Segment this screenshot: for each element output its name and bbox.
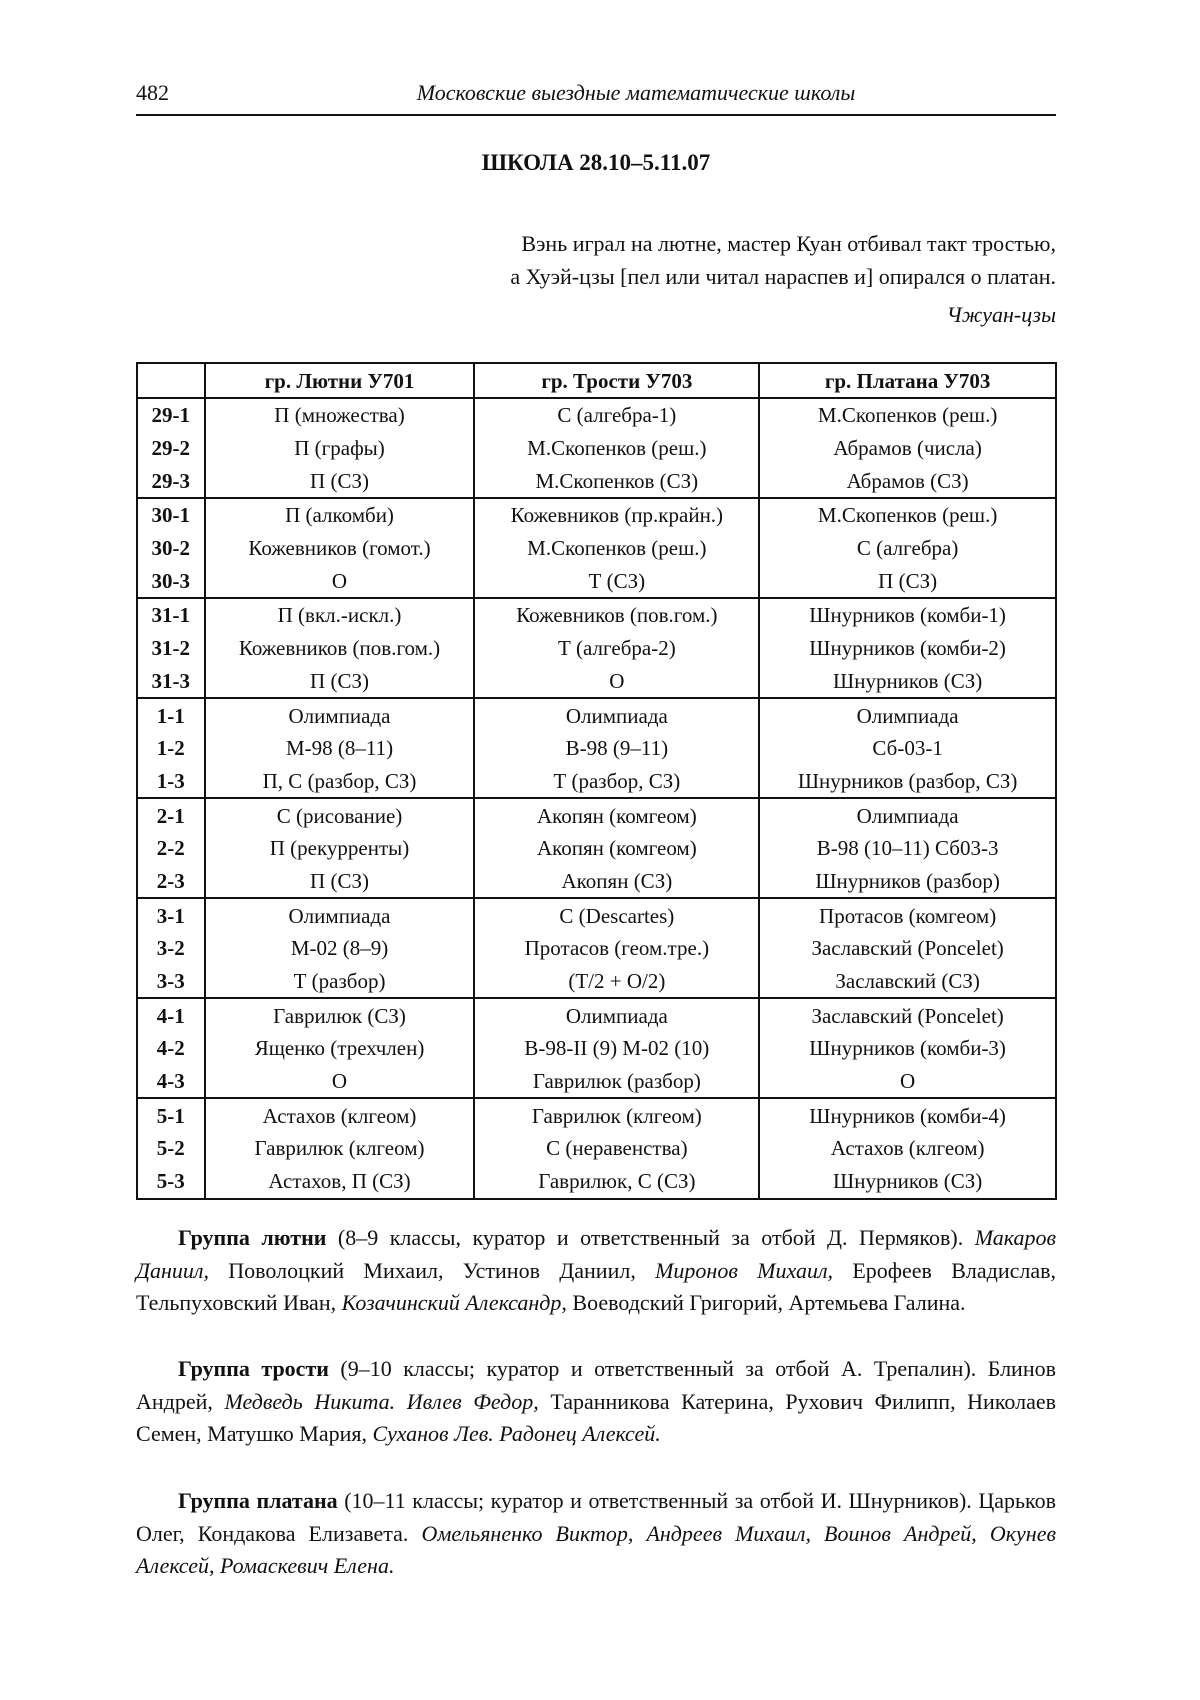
lesson-cell: С (рисование) xyxy=(205,798,475,832)
lesson-cell: О xyxy=(205,564,475,598)
lesson-cell: В-98 (9–11) xyxy=(474,732,759,765)
lesson-cell: О xyxy=(759,1065,1056,1099)
slot-label: 2-1 xyxy=(137,798,205,832)
table-row xyxy=(137,632,1056,665)
lesson-cell: О xyxy=(474,665,759,699)
table-row xyxy=(137,532,1056,565)
lesson-cell: Акопян (комгеом) xyxy=(474,832,759,865)
table-row xyxy=(137,1065,1056,1099)
lesson-cell: П (вкл.-искл.) xyxy=(205,598,475,632)
header-cell: гр. Трости У703 xyxy=(474,363,759,398)
table-row xyxy=(137,432,1056,465)
lesson-cell: Кожевников (пов.гом.) xyxy=(205,632,475,665)
paragraph-text: (9–10 классы; куратор и ответственный за отбой А. Трепалин). Блинов Андрей, xyxy=(136,1356,1056,1414)
slot-label: 2-2 xyxy=(137,832,205,865)
group-paragraph-plane xyxy=(136,1485,1056,1583)
slot-label: 5-1 xyxy=(137,1098,205,1132)
lesson-cell: Шнурников (СЗ) xyxy=(759,1165,1056,1199)
epigraph-line: Вэнь играл на лютне, мастер Куан отбивал такт тростью, xyxy=(521,231,1056,257)
running-title: Московские выездные математические школы xyxy=(136,80,1056,106)
lesson-cell: П (алкомби) xyxy=(205,498,475,532)
lesson-cell: П (рекурренты) xyxy=(205,832,475,865)
lesson-cell: М.Скопенков (СЗ) xyxy=(474,464,759,498)
lesson-cell: Т (разбор, СЗ) xyxy=(474,765,759,799)
lesson-cell: Т (разбор) xyxy=(205,965,475,999)
lesson-cell: М.Скопенков (реш.) xyxy=(474,532,759,565)
lesson-cell: П (СЗ) xyxy=(205,865,475,899)
lesson-cell: Олимпиада xyxy=(759,698,1056,732)
group-name: Группа трости xyxy=(178,1356,329,1381)
table-row xyxy=(137,798,1056,832)
group-paragraph-lute xyxy=(136,1222,1056,1320)
lesson-cell: Акопян (комгеом) xyxy=(474,798,759,832)
lesson-cell: Астахов (клгеом) xyxy=(205,1098,475,1132)
slot-label: 31-3 xyxy=(137,665,205,699)
lesson-cell: Кожевников (гомот.) xyxy=(205,532,475,565)
table-row xyxy=(137,998,1056,1032)
lesson-cell: Гаврилюк, С (СЗ) xyxy=(474,1165,759,1199)
slot-label: 1-2 xyxy=(137,732,205,765)
lesson-cell: Олимпиада xyxy=(759,798,1056,832)
table-row xyxy=(137,932,1056,965)
slot-label: 5-3 xyxy=(137,1165,205,1199)
running-header xyxy=(136,80,1056,116)
lesson-cell: Гаврилюк (клгеом) xyxy=(205,1132,475,1165)
slot-label: 5-2 xyxy=(137,1132,205,1165)
lesson-cell: П, С (разбор, СЗ) xyxy=(205,765,475,799)
lesson-cell: М-02 (8–9) xyxy=(205,932,475,965)
lesson-cell: С (алгебра-1) xyxy=(474,398,759,432)
slot-label: 30-1 xyxy=(137,498,205,532)
lesson-cell: Заславский (Poncelet) xyxy=(759,932,1056,965)
lesson-cell: С (Descartes) xyxy=(474,898,759,932)
lesson-cell: Гаврилюк (разбор) xyxy=(474,1065,759,1099)
epigraph-attribution: Чжуан-цзы xyxy=(947,302,1056,328)
lesson-cell: Гаврилюк (СЗ) xyxy=(205,998,475,1032)
slot-label: 1-1 xyxy=(137,698,205,732)
lesson-cell: Шнурников (комби-3) xyxy=(759,1032,1056,1065)
lesson-cell: Кожевников (пов.гом.) xyxy=(474,598,759,632)
table-row xyxy=(137,865,1056,899)
slot-label: 2-3 xyxy=(137,865,205,899)
table-row xyxy=(137,832,1056,865)
lesson-cell: Ященко (трехчлен) xyxy=(205,1032,475,1065)
lesson-cell: Т (алгебра-2) xyxy=(474,632,759,665)
paragraph-text: Поволоцкий Михаил, Устинов Даниил, xyxy=(209,1258,655,1283)
lesson-cell: Сб-03-1 xyxy=(759,732,1056,765)
lesson-cell: Олимпиада xyxy=(205,698,475,732)
table-row xyxy=(137,1098,1056,1132)
lesson-cell: С (неравенства) xyxy=(474,1132,759,1165)
slot-label: 30-3 xyxy=(137,564,205,598)
table-row xyxy=(137,398,1056,432)
italic-names: Медведь Никита. Ивлев Федор, xyxy=(224,1389,538,1414)
lesson-cell: Кожевников (пр.крайн.) xyxy=(474,498,759,532)
slot-label: 31-1 xyxy=(137,598,205,632)
table-row xyxy=(137,698,1056,732)
lesson-cell: П (СЗ) xyxy=(205,464,475,498)
lesson-cell: Астахов, П (СЗ) xyxy=(205,1165,475,1199)
table-row xyxy=(137,732,1056,765)
table-row xyxy=(137,564,1056,598)
slot-label: 4-1 xyxy=(137,998,205,1032)
lesson-cell: М.Скопенков (реш.) xyxy=(759,498,1056,532)
lesson-cell: Акопян (СЗ) xyxy=(474,865,759,899)
table-body xyxy=(137,398,1056,1199)
lesson-cell: М.Скопенков (реш.) xyxy=(474,432,759,465)
lesson-cell: П (СЗ) xyxy=(759,564,1056,598)
table-row xyxy=(137,1132,1056,1165)
slot-label: 4-2 xyxy=(137,1032,205,1065)
lesson-cell: Шнурников (комби-1) xyxy=(759,598,1056,632)
slot-label: 1-3 xyxy=(137,765,205,799)
lesson-cell: О xyxy=(205,1065,475,1099)
lesson-cell: Протасов (геом.тре.) xyxy=(474,932,759,965)
header-cell: гр. Платана У703 xyxy=(759,363,1056,398)
lesson-cell: Шнурников (разбор, СЗ) xyxy=(759,765,1056,799)
table-row xyxy=(137,665,1056,699)
slot-label: 30-2 xyxy=(137,532,205,565)
lesson-cell: Олимпиада xyxy=(474,698,759,732)
slot-label: 3-1 xyxy=(137,898,205,932)
header-cell: гр. Лютни У701 xyxy=(205,363,475,398)
table-row xyxy=(137,498,1056,532)
slot-label: 29-3 xyxy=(137,464,205,498)
group-paragraph-cane xyxy=(136,1353,1056,1451)
paragraph-text: (8–9 классы, куратор и ответственный за отбой Д. Пермяков). xyxy=(326,1225,974,1250)
epigraph-line: а Хуэй-цзы [пел или читал нараспев и] опирался о платан. xyxy=(510,264,1056,290)
slot-label: 4-3 xyxy=(137,1065,205,1099)
group-name: Группа платана xyxy=(178,1488,338,1513)
table-header-row xyxy=(137,363,1056,398)
slot-label: 3-3 xyxy=(137,965,205,999)
lesson-cell: В-98-II (9) М-02 (10) xyxy=(474,1032,759,1065)
lesson-cell: П (графы) xyxy=(205,432,475,465)
slot-label: 29-1 xyxy=(137,398,205,432)
italic-names: Миронов Михаил, xyxy=(655,1258,833,1283)
lesson-cell: М-98 (8–11) xyxy=(205,732,475,765)
italic-names: Омельяненко Виктор, Андреев Михаил, Воинов Андрей, Окунев Алексей, Ромаскевич Елена. xyxy=(136,1521,1056,1579)
table-row xyxy=(137,1165,1056,1199)
table-row xyxy=(137,464,1056,498)
lesson-cell: Абрамов (СЗ) xyxy=(759,464,1056,498)
lesson-cell: В-98 (10–11) Сб03-3 xyxy=(759,832,1056,865)
section-title: ШКОЛА 28.10–5.11.07 xyxy=(136,150,1056,176)
lesson-cell: Шнурников (разбор) xyxy=(759,865,1056,899)
group-name: Группа лютни xyxy=(178,1225,326,1250)
page-number: 482 xyxy=(136,80,169,106)
italic-names: Макаров Даниил, xyxy=(136,1225,1056,1283)
table-row xyxy=(137,598,1056,632)
header-cell xyxy=(137,363,205,398)
lesson-cell: Олимпиада xyxy=(474,998,759,1032)
italic-names: Козачинский Александр, xyxy=(342,1290,567,1315)
lesson-cell: Шнурников (комби-4) xyxy=(759,1098,1056,1132)
lesson-cell: П (СЗ) xyxy=(205,665,475,699)
lesson-cell: Шнурников (СЗ) xyxy=(759,665,1056,699)
table-row xyxy=(137,965,1056,999)
lesson-cell: Астахов (клгеом) xyxy=(759,1132,1056,1165)
lesson-cell: М.Скопенков (реш.) xyxy=(759,398,1056,432)
schedule-table xyxy=(136,362,1057,1200)
paragraph-text: (10–11 классы; куратор и ответственный за отбой И. Шнурников). Царьков Олег, Кондакова Елизавета. xyxy=(136,1488,1056,1546)
table-row xyxy=(137,898,1056,932)
lesson-cell: Протасов (комгеом) xyxy=(759,898,1056,932)
lesson-cell: Шнурников (комби-2) xyxy=(759,632,1056,665)
table-row xyxy=(137,765,1056,799)
lesson-cell: Гаврилюк (клгеом) xyxy=(474,1098,759,1132)
slot-label: 29-2 xyxy=(137,432,205,465)
lesson-cell: (T/2 + O/2) xyxy=(474,965,759,999)
lesson-cell: С (алгебра) xyxy=(759,532,1056,565)
paragraph-text: Воеводский Григорий, Артемьева Галина. xyxy=(567,1290,966,1315)
slot-label: 31-2 xyxy=(137,632,205,665)
lesson-cell: Заславский (СЗ) xyxy=(759,965,1056,999)
slot-label: 3-2 xyxy=(137,932,205,965)
lesson-cell: Олимпиада xyxy=(205,898,475,932)
paragraph-text: Ерофеев Владислав, Тельпуховский Иван, xyxy=(136,1258,1056,1316)
lesson-cell: Абрамов (числа) xyxy=(759,432,1056,465)
table-row xyxy=(137,1032,1056,1065)
lesson-cell: П (множества) xyxy=(205,398,475,432)
lesson-cell: Т (СЗ) xyxy=(474,564,759,598)
lesson-cell: Заславский (Poncelet) xyxy=(759,998,1056,1032)
paragraph-text: Таранникова Катерина, Рухович Филипп, Николаев Семен, Матушко Мария, xyxy=(136,1389,1056,1447)
italic-names: Суханов Лев. Радонец Алексей. xyxy=(372,1421,660,1446)
